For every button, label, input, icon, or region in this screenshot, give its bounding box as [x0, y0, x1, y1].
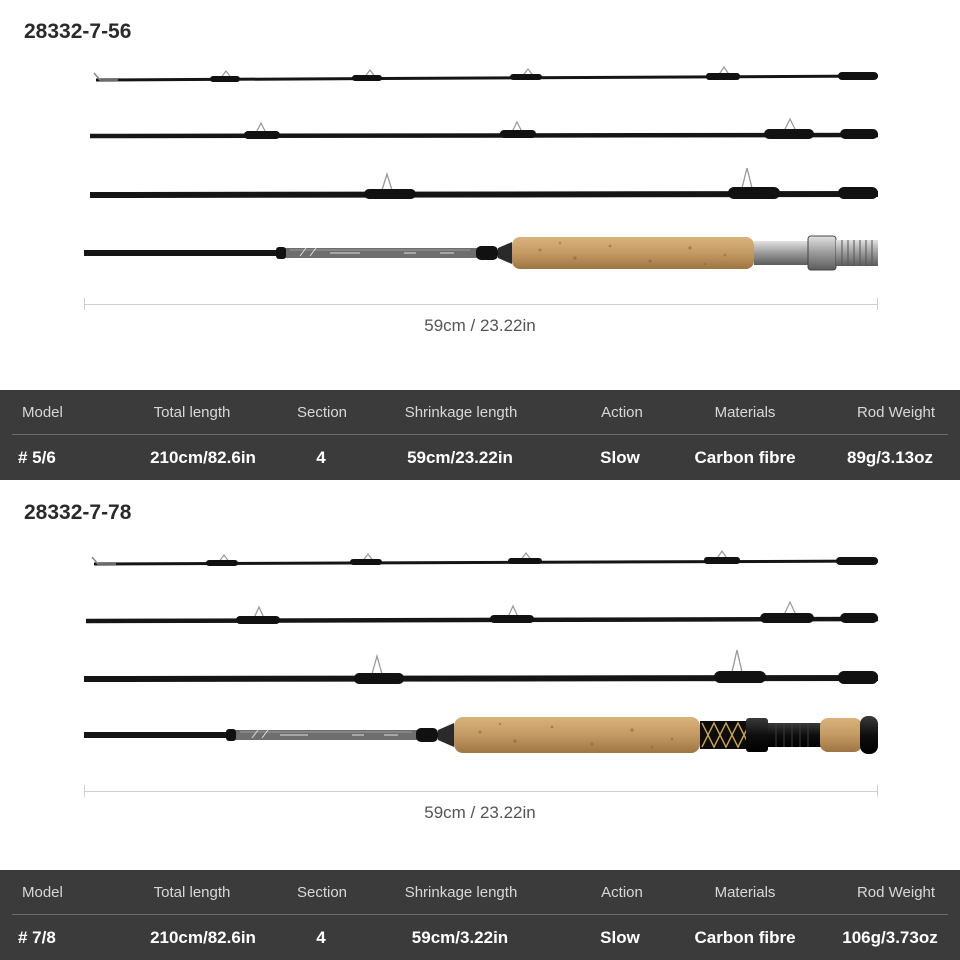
value-shrinkage-length: 59cm/3.22in — [411, 928, 509, 947]
rod-sections-image — [0, 55, 960, 285]
value-action: Slow — [600, 448, 640, 467]
rod-section-3 — [90, 168, 878, 199]
value-action: Slow — [600, 928, 640, 947]
header-total-length: Total length — [153, 884, 231, 901]
spec-header-row — [0, 870, 960, 915]
spec-table — [0, 870, 960, 960]
value-materials: Carbon fibre — [694, 448, 796, 467]
rod-sections-image — [0, 535, 960, 765]
rod-butt-section — [84, 236, 878, 270]
rod-butt-section — [84, 716, 878, 754]
rod-section-2 — [86, 602, 878, 624]
value-total-length: 210cm/82.6in — [150, 448, 256, 467]
value-rod-weight: 89g/3.13oz — [847, 448, 933, 467]
header-section: Section — [296, 884, 348, 901]
model-code: 28332-7-78 — [24, 501, 132, 524]
rod-tip-section — [92, 551, 878, 566]
value-shrinkage-length: 59cm/23.22in — [407, 448, 513, 467]
value-total-length: 210cm/82.6in — [150, 928, 256, 947]
rod-section-3 — [84, 650, 878, 684]
value-section: 4 — [316, 448, 326, 467]
rod-tip-section — [94, 67, 878, 82]
header-model: Model — [22, 884, 63, 901]
length-measure-line — [84, 785, 878, 797]
value-materials: Carbon fibre — [694, 928, 796, 947]
header-action: Action — [601, 884, 643, 901]
collapsed-length-label: 59cm / 23.22in — [424, 803, 536, 822]
header-materials: Materials — [714, 404, 776, 421]
header-shrinkage-length: Shrinkage length — [404, 884, 518, 901]
model-code: 28332-7-56 — [24, 20, 132, 43]
header-shrinkage-length: Shrinkage length — [404, 404, 518, 421]
header-rod-weight: Rod Weight — [856, 404, 936, 421]
spec-header-row — [0, 390, 960, 435]
rod-section-2 — [90, 119, 878, 139]
length-measure-line — [84, 298, 878, 310]
value-model: # 5/6 — [18, 448, 56, 467]
header-total-length: Total length — [153, 404, 231, 421]
spec-value-row — [0, 435, 960, 480]
collapsed-length-label: 59cm / 23.22in — [424, 316, 536, 335]
value-model: # 7/8 — [18, 928, 56, 947]
header-materials: Materials — [714, 884, 776, 901]
header-section: Section — [296, 404, 348, 421]
header-rod-weight: Rod Weight — [856, 884, 936, 901]
value-section: 4 — [316, 928, 326, 947]
spec-value-row — [0, 915, 960, 960]
header-model: Model — [22, 404, 63, 421]
header-action: Action — [601, 404, 643, 421]
value-rod-weight: 106g/3.73oz — [842, 928, 938, 947]
spec-table — [0, 390, 960, 480]
